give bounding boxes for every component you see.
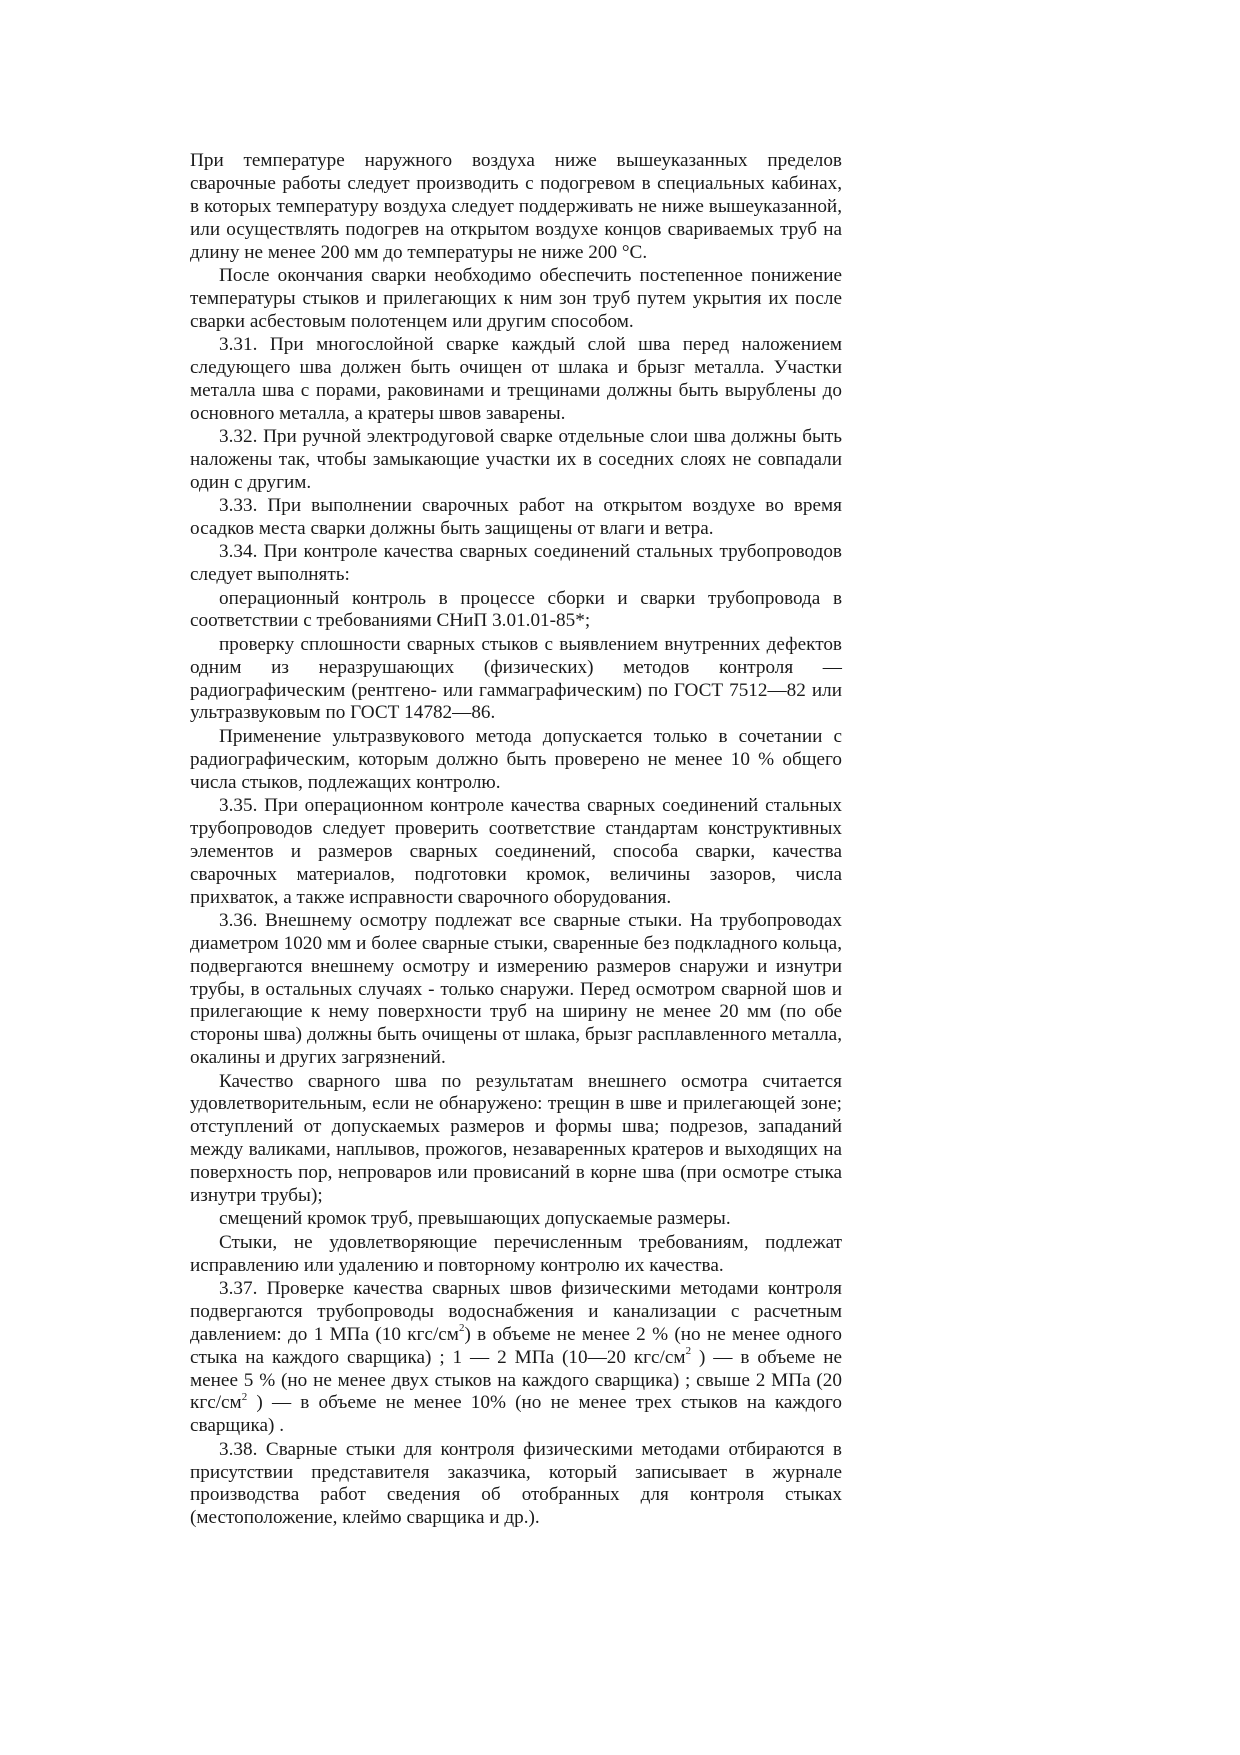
paragraph: операционный контроль в процессе сборки и сварки трубопровода в соответствии с требованиями СНиП 3.01.01-85*;: [190, 587, 842, 632]
paragraph-3-37: [190, 1278, 842, 1438]
document-page: [190, 150, 842, 1531]
paragraph-3-38: 3.38. Сварные стыки для контроля физическими методами отбираются в присутствии представителя заказчика, который записывает в журнале производства работ сведения об отобранных для контроля стыках (местоположение, клеймо сварщика и др.).: [190, 1438, 842, 1529]
paragraph: При температуре наружного воздуха ниже вышеуказанных пределов сварочные работы следует производить с подогревом в специальных кабинах, в которых температуру воздуха следует поддерживать не ниже вышеуказанной, или осуществлять подогрев на открытом воздухе концов свариваемых труб на длину не менее 200 мм до температуры не ниже 200 °С.: [190, 150, 842, 263]
paragraph-3-33: 3.33. При выполнении сварочных работ на открытом воздухе во время осадков места сварки должны быть защищены от влаги и ветра.: [190, 495, 842, 540]
paragraph-3-34: 3.34. При контроле качества сварных соединений стальных трубопроводов следует выполнять:: [190, 541, 842, 586]
text-run: ) — в объеме не менее 10% (но не менее трех стыков на каждого сварщика) .: [190, 1392, 842, 1437]
paragraph: проверку сплошности сварных стыков с выявлением внутренних дефектов одним из неразрушающих (физических) методов контроля — радиографическим (рентгено- или гаммаграфическим) по ГОСТ 7512—82 или ультразвуковым по ГОСТ 14782—86.: [190, 633, 842, 724]
paragraph-3-36: 3.36. Внешнему осмотру подлежат все сварные стыки. На трубопроводах диаметром 1020 мм и более сварные стыки, сваренные без подкладного кольца, подвергаются внешнему осмотру и измерению размеров снаружи и изнутри трубы, в остальных случаях - только снаружи. Перед осмотром сварной шов и прилегающие к нему поверхности труб на ширину не менее 20 мм (по обе стороны шва) должны быть очищены от шлака, брызг расплавленного металла, окалины и других загрязнений.: [190, 909, 842, 1069]
superscript: 2: [458, 1322, 465, 1335]
paragraph-3-31: 3.31. При многослойной сварке каждый слой шва перед наложением следующего шва должен быть очищен от шлака и брызг металла. Участки металла шва с порами, раковинами и трещинами должны быть вырублены до основного металла, а кратеры швов заварены.: [190, 334, 842, 424]
paragraph: смещений кромок труб, превышающих допускаемые размеры.: [219, 1208, 731, 1230]
text-run: ) — в объеме не менее 5 % (но не менее двух стыков на каждого сварщика) ; свыше 2 МПа (20 кгс/см: [190, 1346, 842, 1414]
text-run: ) в объеме не менее 2 % (но не менее одного стыка на каждого сварщика) ; 1 — 2 МПа (10—20 кгс/см: [190, 1323, 842, 1368]
text-run: 3.37. Проверке качества сварных швов физическими методами контроля подвергаются трубопроводы водоснабжения и канализации с расчетным давлением: до 1 МПа (10 кгс/см: [190, 1277, 842, 1345]
paragraph: После окончания сварки необходимо обеспечить постепенное понижение температуры стыков и прилегающих к ним зон труб путем укрытия их после сварки асбестовым полотенцем или другим способом.: [190, 264, 842, 332]
superscript: 2: [685, 1345, 692, 1358]
paragraph: Качество сварного шва по результатам внешнего осмотра считается удовлетворительным, если не обнаружено: трещин в шве и прилегающей зоне; отступлений от допускаемых размеров и формы шва; подрезов, западаний между валиками, наплывов, прожогов, незаваренных кратеров и выходящих на поверхность пор, непроваров или провисаний в корне шва (при осмотре стыка изнутри трубы);: [190, 1070, 842, 1207]
paragraph: Стыки, не удовлетворяющие перечисленным требованиям, подлежат исправлению или удалению и повторному контролю их качества.: [190, 1231, 842, 1276]
paragraph-3-35: 3.35. При операционном контроле качества сварных соединений стальных трубопроводов следует проверить соответствие стандартам конструктивных элементов и размеров сварных соединений, способа сварки, качества сварочных материалов, подготовки кромок, величины зазоров, числа прихваток, а также исправности сварочного оборудования.: [190, 794, 842, 908]
paragraph: Применение ультразвукового метода допускается только в сочетании с радиографическим, которым должно быть проверено не менее 10 % общего числа стыков, подлежащих контролю.: [190, 725, 842, 793]
superscript: 2: [241, 1391, 248, 1404]
paragraph-3-32: 3.32. При ручной электродуговой сварке отдельные слои шва должны быть наложены так, чтобы замыкающие участки их в соседних слоях не совпадали один с другим.: [190, 426, 842, 493]
